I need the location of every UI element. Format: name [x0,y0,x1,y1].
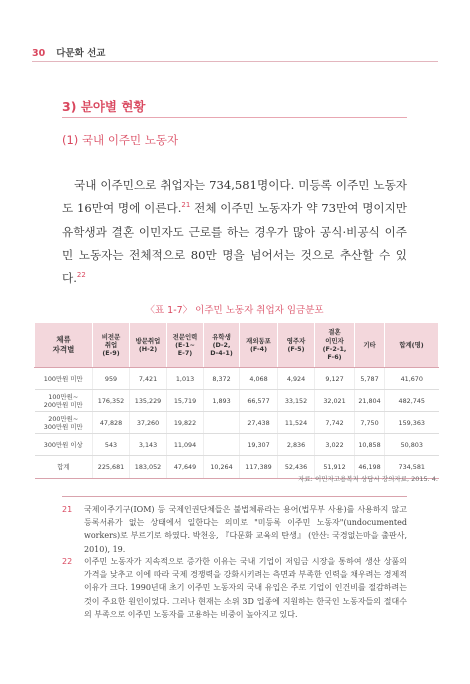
table-cell: 15,719 [167,390,204,412]
table-cell: 1,013 [167,368,204,390]
footnote-22 [62,555,407,621]
table-cell: 4,068 [240,368,278,390]
table-cell [204,434,240,456]
row-label-cell: 합계 [35,456,93,479]
body-text-part-1: 국내 이주민으로 취업자는 734,581명이다. 미등록 이주민 노동자도 16만여 명에 이른다. [62,178,407,216]
table-cell: 51,912 [315,456,355,479]
footnote-text: 이주민 노동자가 지속적으로 증가한 이유는 국내 기업이 저임금 시장을 통하여 생산 상품의 가격을 낮추고 이에 따라 국제 경쟁력을 강화시키려는 측면과 부족한 인력을 채우려는 경제적 이유가 크다. 1990년대 초기 이주민 노동자의 국내 유입은 주로 기업이 인건비를 절감하려는 것이 주요한 원인이었다. 그러나 현재는 소위 3D 업종에 지원하는 한국인 노동자들의 절대수의 부족으로 이주민 노동자를 고용하는 비중이 높아지고 있다. [84,557,407,619]
body-text-part-2: 전체 이주민 노동자가 약 73만여 명이지만 유학생과 결혼 이민자도 근로를 하는 경우가 많아 공식·비공식 이주민 노동자는 전체적으로 80만 명을 넘어서는 것으로 추산할 수 있다. [62,201,408,286]
table-cell: 734,581 [385,456,439,479]
table-header-cell: 합계(명) [385,323,439,368]
table-cell: 52,436 [278,456,315,479]
table-cell: 482,745 [385,390,439,412]
table-cell: 21,804 [355,390,385,412]
table-cell: 8,372 [204,368,240,390]
table-row [35,368,439,390]
table-cell: 33,152 [278,390,315,412]
table-header-cell: 기타 [355,323,385,368]
table-body [35,368,439,479]
footnote-divider [62,496,407,497]
section-divider [62,117,407,118]
table-header-cell: 체류 자격별 [35,323,93,368]
table-cell: 46,198 [355,456,385,479]
table-cell: 5,787 [355,368,385,390]
footnote-ref-21[interactable]: 21 [181,201,191,210]
table-cell: 37,260 [130,412,167,434]
table-cell: 32,021 [315,390,355,412]
table-header-cell: 결혼 이민자 (F-2-1, F-6) [315,323,355,368]
table-row [35,434,439,456]
footnote-number: 21 [62,505,73,514]
table-cell: 543 [93,434,130,456]
table-cell: 7,750 [355,412,385,434]
table-cell: 10,858 [355,434,385,456]
table-cell: 2,836 [278,434,315,456]
table-cell: 3,143 [130,434,167,456]
book-title: 다문화 선교 [56,48,106,59]
table-cell: 7,421 [130,368,167,390]
table-header-cell: 재외동포 (F-4) [240,323,278,368]
table-cell: 41,670 [385,368,439,390]
table-header-row [35,323,439,368]
table-cell: 9,127 [315,368,355,390]
table-cell: 159,363 [385,412,439,434]
table-header-cell: 유학생 (D-2, D-4-1) [204,323,240,368]
row-label-cell: 200만원~ 300만원 미만 [35,412,93,434]
table-cell: 47,828 [93,412,130,434]
table-cell: 3,022 [315,434,355,456]
table-header-cell: 전문인력 (E-1~ E-7) [167,323,204,368]
table-cell: 19,307 [240,434,278,456]
table-cell: 19,822 [167,412,204,434]
table-cell: 183,052 [130,456,167,479]
table-row [35,412,439,434]
row-label-cell: 300만원 이상 [35,434,93,456]
table-cell: 7,742 [315,412,355,434]
footnote-21 [62,503,407,556]
table-header-cell: 영주자 (F-5) [278,323,315,368]
table-source: 자료: 이민자고용복지 상담시 강의자료, 2015. 4. [298,475,438,483]
section-title: 3) 분야별 현황 [62,99,146,114]
table-cell: 11,524 [278,412,315,434]
table-cell: 135,229 [130,390,167,412]
header-divider [32,61,438,62]
row-label-cell: 100만원~ 200만원 미만 [35,390,93,412]
table-row [35,390,439,412]
row-label-cell: 100만원 미만 [35,368,93,390]
table-cell [204,412,240,434]
table-header-cell: 방문취업 (H-2) [130,323,167,368]
table-cell: 66,577 [240,390,278,412]
subsection-title: (1) 국내 이주민 노동자 [62,133,179,147]
table-cell: 176,352 [93,390,130,412]
footnote-number: 22 [62,557,73,566]
table-cell: 27,438 [240,412,278,434]
table-cell: 50,803 [385,434,439,456]
table-cell: 225,681 [93,456,130,479]
footnote-ref-22[interactable]: 22 [76,271,86,280]
table-cell: 4,924 [278,368,315,390]
table-cell: 11,094 [167,434,204,456]
table-cell: 117,389 [240,456,278,479]
table-cell: 47,649 [167,456,204,479]
table-header-cell: 비전문 취업 (E-9) [93,323,130,368]
body-paragraph [62,174,407,290]
page-number: 30 [32,48,46,59]
table-cell: 1,893 [204,390,240,412]
wage-distribution-table [34,323,439,479]
table-cell: 959 [93,368,130,390]
table-title: 〈표 1-7〉 이주민 노동자 취업자 임금분포 [145,305,324,316]
table-cell: 10,264 [204,456,240,479]
running-header [32,45,438,59]
footnote-text: 국제이주기구(IOM) 등 국제인권단체들은 불법체류라는 용어(법무부 사용)를 사용하지 않고 등록서류가 없는 상태에서 일한다는 의미로 "미등록 이주민 노동자"(undocumented workers)로 부르기로 하였다. 박천응, 『다문화 교육의 탄생』 (안산: 국경없는마을 출판사, 2010), 19. [84,505,407,554]
